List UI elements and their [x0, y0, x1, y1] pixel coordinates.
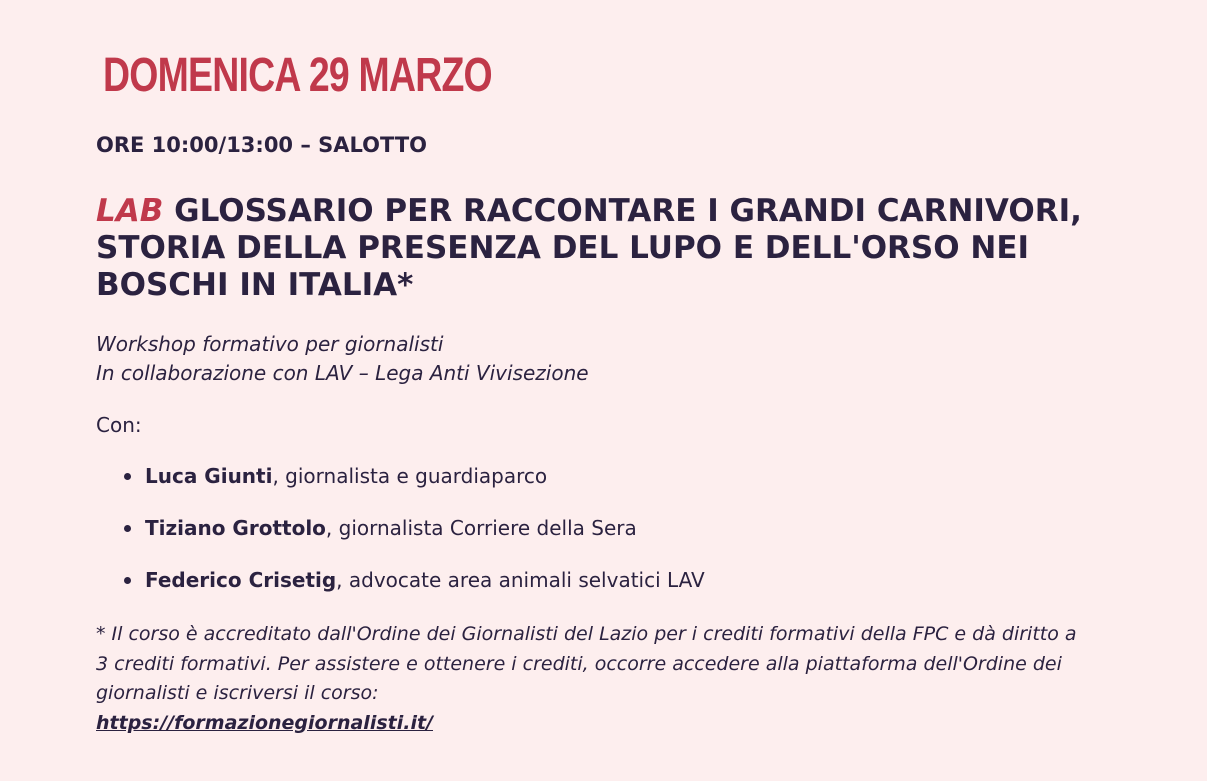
speaker-name: Tiziano Grottolo: [145, 516, 326, 540]
date-heading: DOMENICA 29 MARZO: [103, 49, 492, 102]
lab-label: LAB: [96, 193, 164, 229]
speaker-role: , giornalista Corriere della Sera: [325, 516, 637, 540]
bullet-icon: [124, 525, 131, 532]
list-item: [96, 514, 705, 542]
speaker-list: [96, 462, 705, 618]
speaker-role: , giornalista e guardiaparco: [272, 464, 548, 488]
event-title-text: GLOSSARIO PER RACCONTARE I GRANDI CARNIVORI, STORIA DELLA PRESENZA DEL LUPO E DELL'ORSO NEI BOSCHI IN ITALIA*: [96, 193, 1082, 303]
event-subtitle: [96, 330, 589, 388]
list-item: [96, 566, 705, 594]
registration-link[interactable]: https://formazionegiornalisti.it/: [96, 711, 433, 734]
con-label: Con:: [96, 413, 142, 437]
speaker-name: Federico Crisetig: [145, 568, 337, 592]
subtitle-line-2: In collaborazione con LAV – Lega Anti Vivisezione: [96, 361, 589, 385]
subtitle-line-1: Workshop formativo per giornalisti: [96, 332, 444, 356]
speaker-name: Luca Giunti: [145, 464, 273, 488]
accreditation-note: [96, 620, 1086, 738]
note-text: * Il corso è accreditato dall'Ordine dei Giornalisti del Lazio per i crediti formativi della FPC e dà diritto a 3 crediti formativi. Per assistere e ottenere i crediti, occorre accedere alla piattaforma dell'Ordine dei giornalisti e iscriversi il corso:: [96, 623, 1077, 704]
time-place: ORE 10:00/13:00 – SALOTTO: [96, 133, 428, 157]
bullet-icon: [124, 577, 131, 584]
bullet-icon: [124, 473, 131, 480]
event-title: [96, 193, 1096, 304]
list-item: [96, 462, 705, 490]
speaker-role: , advocate area animali selvatici LAV: [336, 568, 705, 592]
